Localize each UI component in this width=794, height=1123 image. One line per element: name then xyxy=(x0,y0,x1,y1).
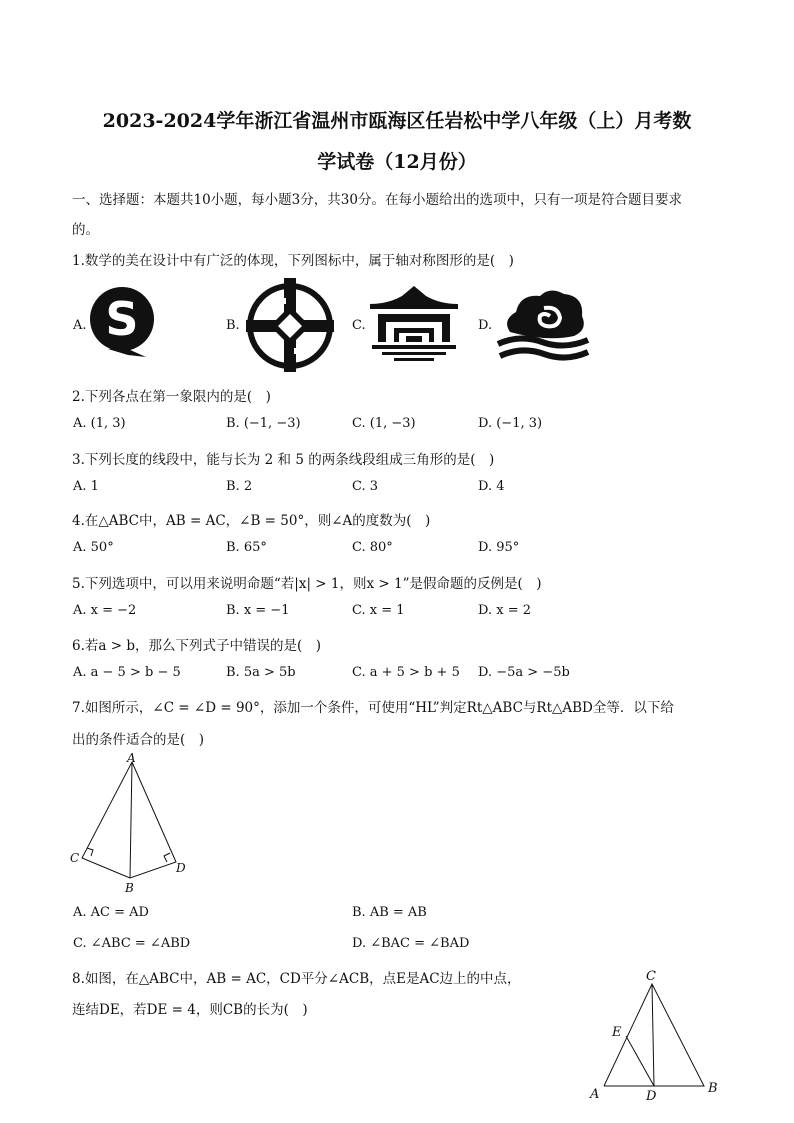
q6-stem: 6.若a > b，那么下列式子中错误的是( ) xyxy=(72,638,321,654)
q8-stem-line2: 连结DE，若DE = 4，则CB的长为( ) xyxy=(72,1002,308,1018)
q1-label-d: D. xyxy=(478,318,493,333)
q6-option-d[interactable]: D. −5a > −5b xyxy=(478,665,570,680)
q1-label-c: C. xyxy=(352,318,366,333)
exam-title-line1: 2023-2024学年浙江省温州市瓯海区任岩松中学八年级（上）月考数 xyxy=(102,110,692,132)
q2-option-a[interactable]: A. (1, 3) xyxy=(73,416,126,431)
q8-label-e: E xyxy=(612,1025,622,1040)
cloud-wave-icon xyxy=(496,284,590,362)
q4-stem: 4.在△ABC中，AB = AC，∠B = 50°，则∠A的度数为( ) xyxy=(72,513,431,529)
q7-figure xyxy=(66,752,196,898)
q7-option-b[interactable]: B. AB = AB xyxy=(352,905,427,920)
q7-option-a[interactable]: A. AC = AD xyxy=(73,905,149,920)
q2-stem: 2.下列各点在第一象限内的是( ) xyxy=(72,389,271,405)
q5-option-a[interactable]: A. x = −2 xyxy=(73,603,137,618)
q7-stem-line2: 出的条件适合的是( ) xyxy=(72,732,205,748)
q5-option-b[interactable]: B. x = −1 xyxy=(226,603,290,618)
section-heading-line2: 的。 xyxy=(72,222,99,238)
q7-label-d: D xyxy=(176,861,186,875)
q1-label-a: A. xyxy=(73,318,87,333)
q8-figure xyxy=(584,964,724,1104)
pavilion-icon xyxy=(368,284,460,362)
q5-option-c[interactable]: C. x = 1 xyxy=(352,603,405,618)
q4-option-c[interactable]: C. 80° xyxy=(352,540,393,555)
q6-option-b[interactable]: B. 5a > 5b xyxy=(226,665,296,680)
q7-option-c[interactable]: C. ∠ABC = ∠ABD xyxy=(73,936,191,951)
q7-label-b: B xyxy=(125,881,134,895)
q8-label-b: B xyxy=(708,1081,718,1096)
q3-stem: 3.下列长度的线段中，能与长为 2 和 5 的两条线段组成三角形的是( ) xyxy=(72,452,495,468)
q7-option-d[interactable]: D. ∠BAC = ∠BAD xyxy=(352,936,470,951)
q6-option-c[interactable]: C. a + 5 > b + 5 xyxy=(352,665,460,680)
q3-option-d[interactable]: D. 4 xyxy=(478,479,505,494)
q5-option-d[interactable]: D. x = 2 xyxy=(478,603,531,618)
cross-ring-icon xyxy=(246,276,334,372)
q2-option-b[interactable]: B. (−1, −3) xyxy=(226,416,301,431)
q7-stem-line1: 7.如图所示，∠C = ∠D = 90°，添加一个条件，可使用“HL”判定Rt△ABC与Rt△ABD全等．以下给 xyxy=(72,700,674,716)
q8-label-a: A xyxy=(590,1087,600,1102)
q4-option-d[interactable]: D. 95° xyxy=(478,540,520,555)
q1-label-b: B. xyxy=(226,318,240,333)
exam-title-line2: 学试卷（12月份） xyxy=(317,151,477,173)
svg-text:S: S xyxy=(105,292,139,346)
q7-label-a: A xyxy=(127,751,136,765)
q2-option-d[interactable]: D. (−1, 3) xyxy=(478,416,543,431)
q8-stem-line1: 8.如图，在△ABC中，AB = AC，CD平分∠ACB，点E是AC边上的中点， xyxy=(72,971,521,987)
q3-option-c[interactable]: C. 3 xyxy=(352,479,379,494)
q8-label-d: D xyxy=(646,1089,657,1104)
q7-label-c: C xyxy=(70,851,80,865)
q3-option-a[interactable]: A. 1 xyxy=(73,479,99,494)
q4-option-b[interactable]: B. 65° xyxy=(226,540,267,555)
q6-option-a[interactable]: A. a − 5 > b − 5 xyxy=(73,665,181,680)
q5-stem: 5.下列选项中，可以用来说明命题“若|x| > 1，则x > 1”是假命题的反例是( ) xyxy=(72,576,542,592)
q8-label-c: C xyxy=(646,969,656,984)
q4-option-a[interactable]: A. 50° xyxy=(73,540,114,555)
q3-option-b[interactable]: B. 2 xyxy=(226,479,253,494)
q2-option-c[interactable]: C. (1, −3) xyxy=(352,416,416,431)
s-logo-icon xyxy=(88,283,156,361)
section-heading-line1: 一、选择题：本题共10小题，每小题3分，共30分。在每小题给出的选项中，只有一项是符合题目要求 xyxy=(72,192,682,208)
q1-stem: 1.数学的美在设计中有广泛的体现，下列图标中，属于轴对称图形的是( ) xyxy=(72,253,514,269)
